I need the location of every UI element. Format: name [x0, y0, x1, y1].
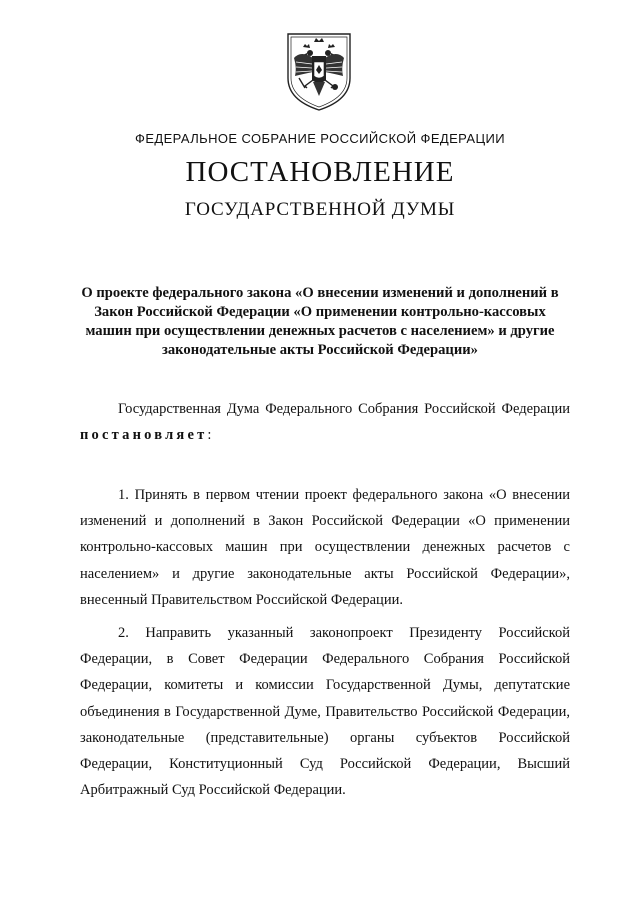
document-type-title: ПОСТАНОВЛЕНИЕ	[185, 156, 455, 188]
document-subject: О проекте федерального закона «О внесении изменений и дополнений в Закон Российской Федерации «О применении контрольно-кассовых машин при осуществлении денежных расчетов с населением» и другие законодательные акты Российской Федерации»	[81, 285, 559, 358]
preamble-colon: :	[207, 427, 212, 444]
resolution-item-1: 1. Принять в первом чтении проект федерального закона «О внесении изменений и дополнений в Закон Российской Федерации «О применении контрольно-кассовых машин при осуществлении денежных расчетов с населением» и другие законодательные акты Российской Федерации», внесенный Правительством Российской Федерации.	[80, 487, 570, 608]
preamble-text: Государственная Дума Федерального Собрания Российской Федерации	[118, 401, 570, 417]
russian-double-headed-eagle-emblem-icon	[283, 28, 355, 114]
preamble-paragraph	[80, 396, 570, 448]
resolution-item-2: 2. Направить указанный законопроект Президенту Российской Федерации, в Совет Федерации Федерального Собрания Российской Федерации, комитеты и комиссии Государственной Думы, депутатские объединения в Государственной Думе, Правительство Российской Федерации, законодательные (представительные) органы субъектов Российской Федерации, Конституционный Суд Российской Федерации, Высший Арбитражный Суд Российской Федерации.	[80, 625, 570, 799]
organization-name: ФЕДЕРАЛЬНОЕ СОБРАНИЕ РОССИЙСКОЙ ФЕДЕРАЦИИ	[135, 131, 505, 146]
preamble-verb: постановляет	[80, 427, 208, 444]
issuer-title: ГОСУДАРСТВЕННОЙ ДУМЫ	[184, 199, 456, 220]
